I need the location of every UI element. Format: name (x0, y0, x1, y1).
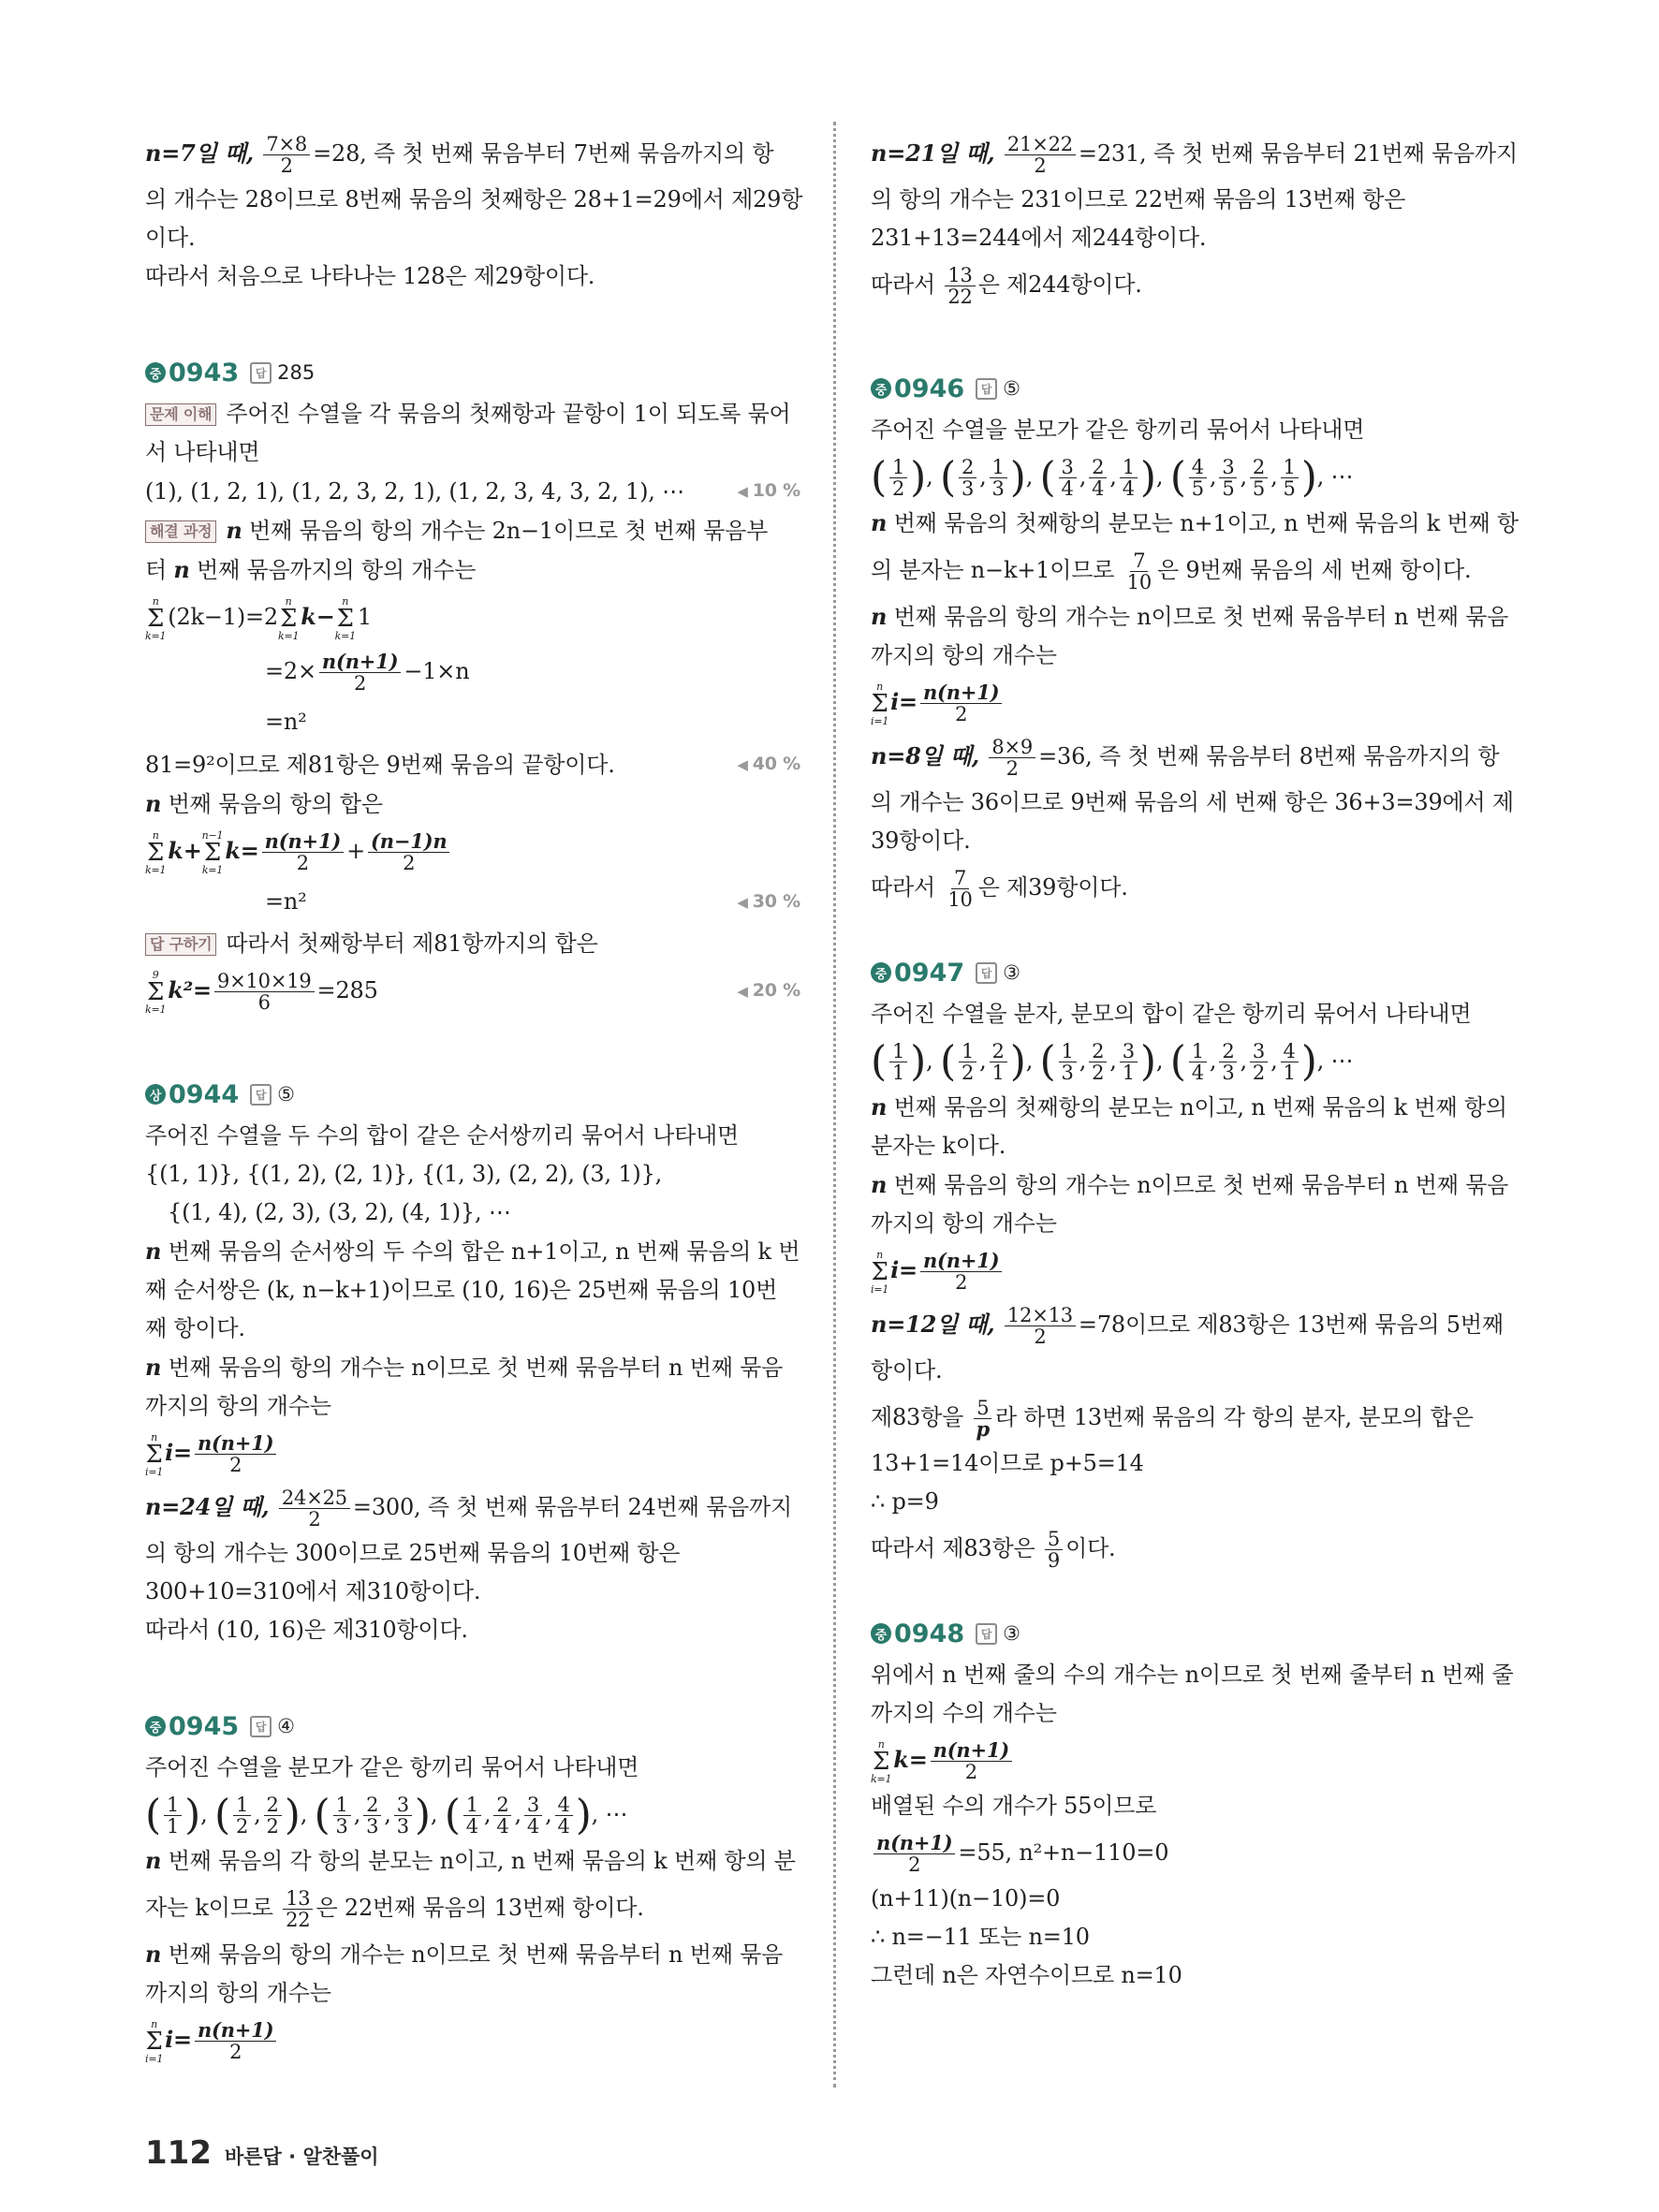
equation: =n² (265, 709, 307, 735)
fraction: $\frac{2}{3}$ (363, 1795, 381, 1837)
text-line: n=24일 때, $\frac{24\times 25}{2}$ =300, 즉 첫 번째 묶음부터 24번째 묶음까지 (145, 1486, 792, 1531)
difficulty-badge: 중 (871, 378, 891, 399)
text-line: 231+13=244에서 제244항이다. (871, 225, 1207, 251)
fraction: $\frac{1}{1}$ (164, 1795, 182, 1837)
text-line: 답 구하기 따라서 첫째항부터 제81항까지의 합은 (145, 925, 800, 963)
fraction-group: ( $\frac{2}{3}$ , $\frac{1}{3}$ ) (939, 453, 1026, 502)
fraction-sequence: ( $\frac{1}{1}$ ), ( $\frac{1}{2}$ , $\frac{2}{1}$ ), ( $\frac{1}{3}$ , $\frac{2}{2}$ , $\frac{3}{1}$ ), ( $\frac{1}{4}$ , $\frac{2}{3}$ , $\frac{3}{2}$ , $\frac{4}{1}$ ), ⋯ (871, 1037, 1354, 1086)
page-number: 112 (145, 2134, 212, 2172)
answer-icon: 답 (976, 1623, 997, 1645)
problem-0944 (145, 1074, 800, 1649)
text-line: 81=9²이므로 제81항은 9번째 묶음의 끝항이다. ◀ 40 % (145, 745, 800, 784)
text-line: 그런데 n은 자연수이므로 n=10 (871, 1962, 1182, 1988)
fraction: $\frac{1}{4}$ (463, 1795, 481, 1837)
fraction: $\frac{3}{4}$ (1059, 457, 1077, 499)
problem-number: 0943 (169, 358, 240, 388)
step-tag: 해결 과정 (145, 520, 216, 543)
fraction: $\frac{1}{4}$ (1120, 457, 1138, 499)
text-line: 제83항을 $\frac{5}{p}$ 라 하면 13번째 묶음의 각 항의 분자, 분모의 합은 (871, 1396, 1474, 1441)
fraction-group: ( $\frac{1}{3}$ , $\frac{2}{2}$ , $\frac{3}{1}$ ) (1039, 1037, 1156, 1086)
score-percent: ◀ 20 % (737, 963, 800, 1018)
text-line: 따라서 $\frac{13}{22}$ 은 제244항이다. (871, 263, 1142, 308)
text-line: 까지의 항의 개수는 (145, 1980, 331, 2006)
text-line: 의 개수는 28이므로 8번째 묶음의 첫째항은 28+1=29에서 제29항 (145, 186, 803, 212)
fraction-group: ( $\frac{1}{2}$ ) (871, 453, 927, 502)
fraction: $\frac{3}{3}$ (394, 1795, 412, 1837)
left-column (145, 126, 803, 2067)
fraction-group: ( $\frac{1}{1}$ ) (145, 1791, 201, 1839)
fraction: $\frac{3}{4}$ (524, 1795, 542, 1837)
text-line: n 번째 묶음의 각 항의 분모는 n이고, n 번째 묶음의 k 번째 항의 분 (145, 1847, 796, 1874)
equation: n Σ i=1 i= $\frac{n(n+1)}{2}$ (145, 2013, 800, 2067)
problem-header (871, 1613, 1526, 1654)
problem-header (871, 952, 1526, 993)
problem-number: 0944 (169, 1079, 240, 1109)
equation: n Σ k=1 k+ n−1 Σ k=1 k= $\frac{n(n+1)}{2}$ + $\frac{(n-1)n}{2}$ (145, 824, 800, 878)
text-line: n 번째 묶음의 항의 합은 (145, 790, 383, 817)
equation: n Σ i=1 i= $\frac{n(n+1)}{2}$ (145, 1426, 800, 1480)
text-line: n 번째 묶음의 항의 개수는 n이므로 첫 번째 묶음부터 n 번째 묶음 (145, 1941, 784, 1968)
answer-icon: 답 (250, 362, 272, 384)
difficulty-badge: 상 (145, 1084, 166, 1105)
text-line: 따라서 (10, 16)은 제310항이다. (145, 1617, 468, 1643)
text-line: 서 나타내면 (145, 439, 260, 465)
problem-number: 0947 (894, 958, 965, 988)
text-line: n 번째 묶음의 첫째항의 분모는 n이고, n 번째 묶음의 k 번째 항의 (871, 1093, 1507, 1121)
fraction-group: ( $\frac{3}{4}$ , $\frac{2}{4}$ , $\frac{1}{4}$ ) (1039, 453, 1156, 502)
column-divider (833, 122, 836, 2087)
equation: $\frac{n(n+1)}{2}$ =55, n²+n−110=0 (871, 1825, 1526, 1880)
text-line: 자는 k이므로 $\frac{13}{22}$ 은 22번째 묶음의 13번째 항이다. (145, 1886, 644, 1931)
text-line: n 번째 묶음의 항의 개수는 n이므로 첫 번째 묶음부터 n 번째 묶음 (871, 1171, 1509, 1198)
text-line: 까지의 항의 개수는 (871, 642, 1057, 668)
fraction: $\frac{1}{3}$ (990, 457, 1007, 499)
problem-header (145, 1706, 800, 1747)
problem-number: 0946 (894, 374, 965, 403)
text-line: 터 n 번째 묶음까지의 항의 개수는 (145, 556, 477, 583)
text-line: n=8일 때, $\frac{8\times 9}{2}$ =36, 즉 첫 번째 묶음부터 8번째 묶음까지의 항 (871, 735, 1500, 780)
fraction: $\frac{4}{1}$ (1281, 1041, 1299, 1083)
fraction: $\frac{2}{4}$ (493, 1795, 511, 1837)
text-line: 까지의 수의 개수는 (871, 1700, 1057, 1726)
score-percent: ◀ 40 % (737, 745, 800, 784)
text-line: 문제 이해 주어진 수열을 각 묶음의 첫째항과 끝항이 1이 되도록 묶어 (145, 395, 800, 433)
problem-header (145, 352, 800, 393)
text-line: 의 개수는 36이므로 9번째 묶음의 세 번째 항은 36+3=39에서 제 (871, 789, 1514, 815)
fraction: $\frac{1}{2}$ (889, 457, 907, 499)
problem-header (871, 368, 1526, 409)
answer-value: ③ (1003, 961, 1020, 984)
fraction: $\frac{2}{2}$ (264, 1795, 282, 1837)
answer-value: ⑤ (1003, 377, 1020, 400)
answer-value: 285 (277, 361, 316, 384)
problem-0946 (871, 368, 1526, 915)
fraction: $\frac{4}{4}$ (555, 1795, 573, 1837)
fraction: $\frac{2}{4}$ (1089, 457, 1107, 499)
fraction: $\frac{1}{5}$ (1281, 457, 1299, 499)
text-line: 주어진 수열을 분모가 같은 항끼리 묶어서 나타내면 (145, 1754, 639, 1780)
problem-0948 (871, 1613, 1526, 1995)
answer-icon: 답 (976, 378, 997, 400)
step-tag: 문제 이해 (145, 403, 216, 426)
text-line: 주어진 수열을 분모가 같은 항끼리 묶어서 나타내면 (871, 417, 1365, 443)
text-line: 째 순서쌍은 (k, n−k+1)이므로 (10, 16)은 25번째 묶음의 10번 (145, 1277, 778, 1303)
fraction: $\frac{1}{2}$ (233, 1795, 251, 1837)
equation: ∴ n=−11 또는 n=10 (871, 1924, 1090, 1950)
fraction: $\frac{2}{3}$ (1219, 1041, 1237, 1083)
difficulty-badge: 중 (871, 962, 891, 983)
text-line: 이다. (145, 225, 196, 251)
fraction: $\frac{2}{5}$ (1250, 457, 1268, 499)
fraction: $\frac{2}{3}$ (959, 457, 976, 499)
equation: n Σ i=1 i= $\frac{n(n+1)}{2}$ (871, 675, 1526, 729)
step-tag: 답 구하기 (145, 933, 216, 956)
score-percent: ◀ 10 % (737, 472, 800, 511)
equation: n Σ k=1 k= $\frac{n(n+1)}{2}$ (871, 1733, 1526, 1787)
text-line: 따라서 $\frac{7}{10}$ 은 제39항이다. (871, 866, 1128, 911)
fraction: $\frac{3}{5}$ (1219, 457, 1237, 499)
fraction: $\frac{3}{2}$ (1250, 1041, 1268, 1083)
problem-header (145, 1074, 800, 1115)
equation: (n+11)(n−10)=0 (871, 1885, 1061, 1912)
text-line: (1), (1, 2, 1), (1, 2, 3, 2, 1), (1, 2, 3, 4, 3, 2, 1), ⋯ ◀ 10 % (145, 472, 800, 511)
fraction-group: ( $\frac{1}{2}$ , $\frac{2}{2}$ ) (213, 1791, 301, 1839)
problem-0945 (145, 1706, 800, 2067)
answer-value: ④ (277, 1715, 295, 1737)
text-line: {(1, 1)}, {(1, 2), (2, 1)}, {(1, 3), (2, 2), (3, 1)}, (145, 1161, 663, 1187)
answer-icon: 답 (250, 1716, 272, 1737)
text-line: 까지의 항의 개수는 (871, 1210, 1057, 1237)
score-percent: ◀ 30 % (737, 878, 800, 926)
text-line: 까지의 항의 개수는 (145, 1393, 331, 1419)
problem-0947 (871, 952, 1526, 1575)
problem-number: 0948 (894, 1619, 965, 1648)
fraction: $\frac{3}{1}$ (1120, 1041, 1138, 1083)
fraction-group: ( $\frac{1}{2}$ , $\frac{2}{1}$ ) (939, 1037, 1026, 1086)
fraction: $\frac{4}{5}$ (1189, 457, 1207, 499)
answer-icon: 답 (250, 1084, 272, 1106)
text-line: 배열된 수의 개수가 55이므로 (871, 1793, 1157, 1819)
problem-0943 (145, 352, 800, 1018)
book-label: 바른답 · 알찬풀이 (224, 2146, 379, 2168)
answer-value: ③ (1003, 1622, 1020, 1645)
fraction-group: ( $\frac{1}{1}$ ) (871, 1037, 927, 1086)
text-line: 따라서 제83항은 $\frac{5}{9}$ 이다. (871, 1527, 1116, 1572)
difficulty-badge: 중 (871, 1623, 891, 1644)
fraction: $\frac{1}{2}$ (959, 1041, 976, 1083)
text-line: n 번째 묶음의 항의 개수는 n이므로 첫 번째 묶음부터 n 번째 묶음 (145, 1354, 784, 1381)
answer-value: ⑤ (277, 1083, 295, 1106)
equation: =2× $\frac{n(n+1)}{2}$ −1×n (265, 649, 470, 695)
fraction-group: ( $\frac{1}{4}$ , $\frac{2}{4}$ , $\frac{3}{4}$ , $\frac{4}{4}$ ) (444, 1791, 592, 1839)
fraction: $\frac{1}{1}$ (889, 1041, 907, 1083)
text-line: 의 분자는 n−k+1이므로 $\frac{7}{10}$ 은 9번째 묶음의 세 번째 항이다. (871, 549, 1472, 593)
difficulty-badge: 중 (145, 362, 166, 383)
fraction-group: ( $\frac{1}{3}$ , $\frac{2}{3}$ , $\frac{3}{3}$ ) (314, 1791, 431, 1839)
text-line: 39항이다. (871, 828, 971, 854)
text-line: 분자는 k이다. (871, 1133, 1006, 1159)
answer-icon: 답 (976, 962, 997, 984)
text-line: n=12일 때, $\frac{12\times 13}{2}$ =78이므로 제83항은 13번째 묶음의 5번째 (871, 1303, 1504, 1348)
text-line: n=21일 때, $\frac{21\times 22}{2}$ =231, 즉 첫 번째 묶음부터 21번째 묶음까지 (871, 132, 1518, 177)
equation: n Σ i=1 i= $\frac{n(n+1)}{2}$ (871, 1243, 1526, 1297)
difficulty-badge: 중 (145, 1716, 166, 1736)
text-line: ∴ p=9 (871, 1488, 939, 1515)
fraction-sequence: ( $\frac{1}{1}$ ), ( $\frac{1}{2}$ , $\frac{2}{2}$ ), ( $\frac{1}{3}$ , $\frac{2}{3}$ , $\frac{3}{3}$ ), ( $\frac{1}{4}$ , $\frac{2}{4}$ , $\frac{3}{4}$ , $\frac{4}{4}$ ), ⋯ (145, 1791, 628, 1839)
fraction-group: ( $\frac{4}{5}$ , $\frac{3}{5}$ , $\frac{2}{5}$ , $\frac{1}{5}$ ) (1169, 453, 1317, 502)
fraction: $\frac{1}{4}$ (1189, 1041, 1207, 1083)
text-line: 의 항의 개수는 231이므로 22번째 묶음의 13번째 항은 (871, 186, 1406, 212)
text-line: 항이다. (871, 1357, 943, 1384)
text-line: 째 항이다. (145, 1315, 245, 1341)
text-line: 위에서 n 번째 줄의 수의 개수는 n이므로 첫 번째 줄부터 n 번째 줄 (871, 1662, 1514, 1688)
equation: 9 Σ k=1 k²= $\frac{9\times 10\times 19}{6}$ =285 ◀ 20 % (145, 963, 800, 1018)
fraction-sequence: ( $\frac{1}{2}$ ), ( $\frac{2}{3}$ , $\frac{1}{3}$ ), ( $\frac{3}{4}$ , $\frac{2}{4}$ , $\frac{1}{4}$ ), ( $\frac{4}{5}$ , $\frac{3}{5}$ , $\frac{2}{5}$ , $\frac{1}{5}$ ), ⋯ (871, 453, 1354, 502)
fraction-group: ( $\frac{1}{4}$ , $\frac{2}{3}$ , $\frac{3}{2}$ , $\frac{4}{1}$ ) (1169, 1037, 1317, 1086)
text-line: 300+10=310에서 제310항이다. (145, 1578, 481, 1604)
right-column (871, 126, 1526, 1995)
text-line: 따라서 처음으로 나타나는 128은 제29항이다. (145, 263, 595, 289)
fraction: $\frac{2}{1}$ (990, 1041, 1007, 1083)
text-line: n=7일 때, $\frac{7\times 8}{2}$ =28, 즉 첫 번째 묶음부터 7번째 묶음까지의 항 (145, 132, 774, 177)
fraction: $\frac{2}{2}$ (1089, 1041, 1107, 1083)
text-line: {(1, 4), (2, 3), (3, 2), (4, 1)}, ⋯ (168, 1199, 511, 1225)
fraction: $\frac{1}{3}$ (1059, 1041, 1077, 1083)
text-line: 주어진 수열을 두 수의 합이 같은 순서쌍끼리 묶어서 나타내면 (145, 1122, 740, 1149)
text-line: n 번째 묶음의 항의 개수는 n이므로 첫 번째 묶음부터 n 번째 묶음 (871, 603, 1509, 630)
equation: =n² ◀ 30 % (145, 878, 800, 925)
fraction: $\frac{7\times 8}{2}$ (263, 134, 310, 176)
text-line: n 번째 묶음의 첫째항의 분모는 n+1이고, n 번째 묶음의 k 번째 항 (871, 509, 1519, 536)
text-line: 주어진 수열을 분자, 분모의 합이 같은 항끼리 묶어서 나타내면 (871, 1001, 1472, 1027)
page-footer (145, 2134, 379, 2172)
problem-number: 0945 (169, 1711, 240, 1741)
text-line: 13+1=14이므로 p+5=14 (871, 1450, 1144, 1476)
text-line: n 번째 묶음의 순서쌍의 두 수의 합은 n+1이고, n 번째 묶음의 k 번 (145, 1238, 800, 1265)
text-line: 의 항의 개수는 300이므로 25번째 묶음의 10번째 항은 (145, 1540, 681, 1566)
text-line: 해결 과정 n 번째 묶음의 항의 개수는 2n−1이므로 첫 번째 묶음부 (145, 511, 800, 550)
fraction: $\frac{1}{3}$ (333, 1795, 351, 1837)
equation: n Σ k=1 (2k−1)=2 n Σ k=1 k− n Σ k=1 1 (145, 594, 372, 642)
